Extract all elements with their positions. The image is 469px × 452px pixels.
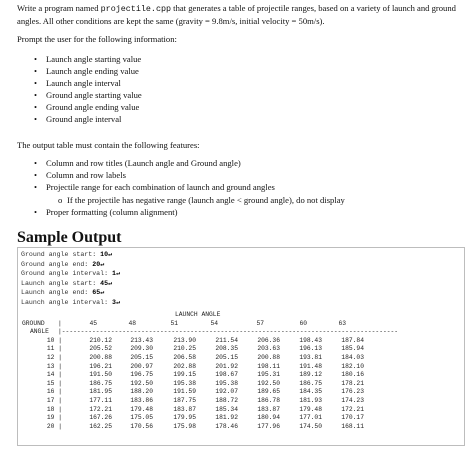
ground-angle-value: 13	[46, 362, 55, 370]
bullet-icon: •	[34, 182, 38, 192]
range-value: 180.16	[341, 371, 364, 379]
ground-angle-value: 20	[46, 422, 55, 430]
console-line	[21, 280, 112, 287]
prompt-item-text: Launch angle starting value	[46, 54, 142, 64]
range-value: 182.10	[341, 362, 364, 370]
range-value: 188.72	[215, 397, 238, 404]
range-value: 195.31	[257, 371, 280, 379]
ground-title: GROUND	[22, 319, 45, 327]
range-value: 174.23	[341, 397, 364, 404]
ground-angle-value: 15	[46, 379, 55, 387]
range-value: 206.58	[173, 354, 196, 361]
range-value: 211.54	[215, 336, 238, 344]
range-value: 172.21	[89, 405, 112, 413]
range-value: 179.95	[173, 414, 196, 422]
input-value: 20↵	[92, 260, 105, 268]
range-value: 200.97	[130, 362, 153, 370]
range-value: 177.96	[257, 422, 280, 430]
input-value: 10↵	[100, 251, 113, 258]
range-value: 192.50	[130, 379, 153, 387]
range-value: 189.12	[299, 371, 322, 379]
range-value: 187.84	[341, 336, 364, 344]
range-value: 179.48	[130, 405, 153, 413]
range-value: 200.88	[257, 354, 280, 361]
ground-angle-label: 20 |	[46, 422, 62, 430]
input-prompt-label: Ground angle interval:	[21, 270, 113, 278]
range-value: 183.87	[173, 405, 196, 413]
range-value: 168.11	[341, 422, 364, 430]
range-value: 191.59	[173, 388, 196, 396]
range-value: 200.88	[89, 354, 112, 361]
ground-angle-label: 17 |	[46, 397, 62, 404]
column-label: 60	[299, 319, 307, 327]
range-value: 186.75	[299, 379, 322, 387]
feature-list-item	[34, 206, 178, 218]
range-value: 193.81	[299, 354, 322, 361]
ground-angle-value: 17	[46, 397, 55, 404]
range-value: 174.50	[299, 422, 322, 430]
range-value: 198.11	[257, 362, 280, 370]
range-value: 180.94	[257, 414, 280, 422]
bullet-icon: •	[34, 78, 38, 88]
range-value: 170.56	[130, 422, 153, 430]
prompt-list-item	[34, 101, 142, 113]
range-value: 209.30	[130, 345, 153, 353]
table-separator: |	[58, 319, 62, 327]
ground-angle-label: 14 |	[46, 371, 62, 379]
prompt-list-item	[34, 65, 142, 77]
ground-angle-value: 19	[46, 414, 55, 422]
range-value: 192.07	[215, 388, 238, 396]
feature-list-item	[34, 181, 275, 193]
range-value: 205.15	[130, 354, 153, 361]
input-value: 1↵	[112, 270, 120, 278]
ground-angle-value: 16	[46, 388, 55, 396]
range-value: 192.50	[257, 379, 280, 387]
intro-rest: that generates a table of projectile ranges, based on a variety of launch and ground angles. All other conditions are kept the same (gravity = 9.8m/s, initial velocity = 50m/s).	[17, 3, 456, 26]
feature-item-text: Proper formatting (column alignment)	[46, 207, 178, 217]
prompt-list-item	[34, 77, 142, 89]
range-value: 185.94	[341, 345, 364, 353]
angle-title: ANGLE	[30, 328, 49, 336]
range-value: 195.38	[215, 379, 238, 387]
prompt-item-text: Ground angle ending value	[46, 102, 140, 112]
range-value: 167.26	[89, 414, 112, 422]
range-value: 177.01	[299, 414, 322, 422]
prompt-list-item	[34, 113, 142, 125]
feature-item-text: Column and row titles (Launch angle and Ground angle)	[46, 158, 241, 168]
input-value: 65↵	[92, 289, 105, 297]
column-label: 54	[210, 319, 218, 327]
console-line	[21, 251, 112, 258]
range-value: 176.23	[341, 388, 364, 396]
input-prompt-label: Launch angle start:	[21, 279, 101, 287]
range-value: 175.05	[130, 414, 153, 422]
bullet-icon: •	[34, 158, 38, 168]
range-value: 208.35	[215, 345, 238, 353]
range-value: 177.11	[89, 397, 112, 404]
input-prompt-label: Ground angle start:	[21, 251, 101, 258]
features-list	[34, 157, 275, 193]
range-value: 196.21	[89, 362, 112, 370]
range-value: 196.13	[299, 345, 322, 353]
column-label: 48	[128, 319, 136, 327]
console-inputs	[21, 250, 120, 308]
column-label: 57	[256, 319, 264, 327]
ground-angle-value: 11	[46, 345, 55, 353]
range-value: 186.75	[89, 379, 112, 387]
range-value: 210.12	[89, 336, 112, 344]
range-value: 184.35	[299, 388, 322, 396]
feature-subitem-text: If the projectile has negative range (launch angle < ground angle), do not display	[67, 195, 345, 205]
prompt-item-text: Launch angle ending value	[46, 66, 139, 76]
range-value: 183.87	[257, 405, 280, 413]
range-value: 199.15	[173, 371, 196, 379]
console-line	[21, 299, 120, 306]
prompt-item-text: Ground angle starting value	[46, 90, 142, 100]
range-value: 198.43	[299, 336, 322, 344]
console-line	[21, 270, 120, 277]
ground-angle-label: 16 |	[46, 388, 62, 396]
console-line	[21, 289, 104, 296]
ground-angle-value: 12	[46, 354, 55, 361]
feature-item-text: Projectile range for each combination of launch and ground angles	[46, 182, 275, 192]
range-value: 202.88	[173, 362, 196, 370]
input-prompt-label: Launch angle interval:	[21, 298, 113, 306]
range-value: 210.25	[173, 345, 196, 353]
bullet-icon: •	[34, 66, 38, 76]
feature-list-item	[34, 169, 275, 181]
ground-angle-label: 10 |	[46, 336, 62, 344]
features-instruction: The output table must contain the following features:	[17, 140, 200, 150]
console-line	[21, 261, 104, 268]
range-value: 181.95	[89, 388, 112, 396]
range-value: 205.52	[89, 345, 112, 353]
intro-filename: projectile.cpp	[100, 4, 172, 14]
range-value: 183.86	[130, 397, 153, 404]
range-value: 189.65	[257, 388, 280, 396]
bullet-icon: •	[34, 207, 38, 217]
bullet-icon: •	[34, 170, 38, 180]
prompt-list-item	[34, 89, 142, 101]
prompt-item-text: Launch angle interval	[46, 78, 121, 88]
prompt-instruction: Prompt the user for the following information:	[17, 34, 177, 44]
range-value: 179.48	[299, 405, 322, 413]
range-value: 185.34	[215, 405, 238, 413]
intro-prefix: Write a program named	[17, 3, 101, 13]
input-prompt-label: Launch angle end:	[21, 289, 93, 297]
range-value: 178.21	[341, 379, 364, 387]
bullet-icon: •	[34, 54, 38, 64]
bullet-icon: •	[34, 102, 38, 112]
prompt-list	[34, 53, 142, 125]
range-value: 162.25	[89, 422, 112, 430]
range-value: 205.15	[215, 354, 238, 361]
launch-angle-title: LAUNCH ANGLE	[175, 311, 221, 318]
input-value: 3↵	[112, 298, 120, 306]
column-label: 63	[338, 319, 346, 327]
range-value: 195.38	[173, 379, 196, 387]
ground-angle-label: 12 |	[46, 354, 62, 361]
range-value: 213.90	[173, 336, 196, 344]
feature-subitem	[58, 194, 345, 206]
column-label: 45	[89, 319, 97, 327]
range-value: 191.48	[299, 362, 322, 370]
ground-angle-label: 13 |	[46, 362, 62, 370]
ground-angle-value: 18	[46, 405, 55, 413]
ground-angle-value: 10	[46, 336, 55, 344]
ground-angle-label: 15 |	[46, 379, 62, 387]
sample-output-heading: Sample Output	[17, 229, 122, 246]
features-list-continued	[34, 206, 178, 218]
range-value: 186.78	[257, 397, 280, 404]
ground-angle-label: 18 |	[46, 405, 62, 413]
column-label: 51	[170, 319, 178, 327]
range-value: 206.36	[257, 336, 280, 344]
range-value: 170.17	[341, 414, 364, 422]
range-value: 175.98	[173, 422, 196, 430]
ground-angle-label: 11 |	[46, 345, 62, 353]
bullet-icon: •	[34, 114, 38, 124]
feature-item-text: Column and row labels	[46, 170, 126, 180]
ground-angle-label: 19 |	[46, 414, 62, 422]
range-value: 172.21	[341, 405, 364, 413]
range-value: 181.92	[215, 414, 238, 422]
input-value: 45↵	[100, 279, 113, 287]
range-value: 196.75	[130, 371, 153, 379]
range-value: 184.03	[341, 354, 364, 361]
range-value: 213.43	[130, 336, 153, 344]
input-prompt-label: Ground angle end:	[21, 260, 93, 268]
hollow-bullet-icon: o	[58, 195, 63, 205]
table-divider: |-----------------------------------------------------------------------------------------	[58, 328, 399, 336]
console-output	[17, 247, 465, 446]
assignment-intro	[17, 2, 465, 27]
ground-angle-value: 14	[46, 371, 55, 379]
range-value: 191.50	[89, 371, 112, 379]
range-value: 203.63	[257, 345, 280, 353]
range-value: 198.67	[215, 371, 238, 379]
range-value: 181.93	[299, 397, 322, 404]
prompt-list-item	[34, 53, 142, 65]
range-value: 201.92	[215, 362, 238, 370]
prompt-item-text: Ground angle interval	[46, 114, 122, 124]
range-value: 187.75	[173, 397, 196, 404]
bullet-icon: •	[34, 90, 38, 100]
feature-list-item	[34, 157, 275, 169]
range-value: 188.20	[130, 388, 153, 396]
range-value: 178.46	[215, 422, 238, 430]
